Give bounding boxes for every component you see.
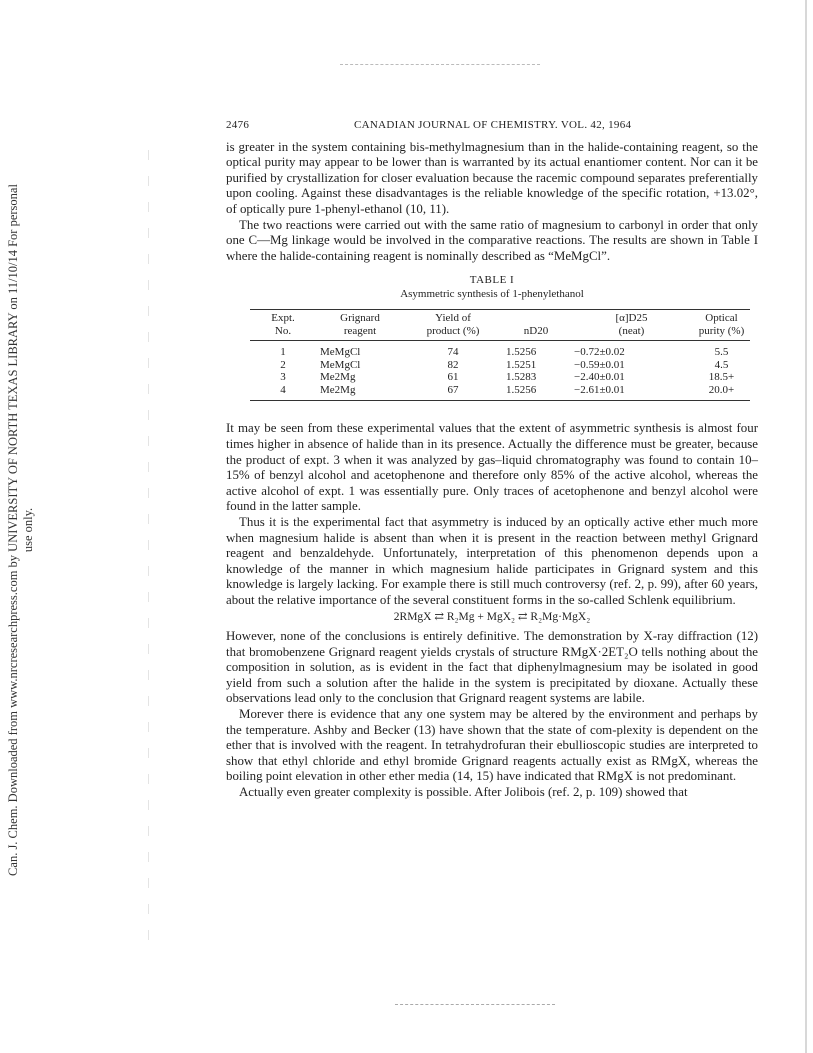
table-cell: −2.61±0.01 <box>570 384 693 401</box>
paragraph: is greater in the system containing bis-methylmagnesium than in the halide-containing reagent, so the optical purity may appear to be lower than is warranted by its actual enantiomer content. Nor can it be purified by crystallization for closer evaluation because the racemic compound separates preferentially upon cooling. Against these disadvantages is the reliable knowledge of the specific rotation, +13.02°, of optically pure 1-phenyl-ethanol (10, 11). <box>226 139 758 216</box>
table-subtitle: Asymmetric synthesis of 1-phenylethanol <box>400 288 584 301</box>
table-cell: −0.59±0.01 <box>574 358 625 371</box>
paragraph: Thus it is the experimental fact that asymmetry is induced by an optically active ether much more when magnesium halide is absent than when it is present in the reaction between methyl Grignard reagent and benzaldehyde. Unfortunately, interpretation of this phenomenon depends upon a knowledge of the manner in which magnesium halide participates in Grignard system and this knowledge is largely lacking. For example there is still much controversy (ref. 2, p. 99), after 60 years, about the relative importance of the several constituent forms in the so-called Schlenk equilibrium. <box>226 514 758 607</box>
results-table <box>250 309 750 401</box>
paragraph: It may be seen from these experimental values that the extent of asymmetric synthesis is almost four times higher in absence of halide than in its presence. Actually the difference must be greater, because the product of expt. 3 when it was analyzed by gas–liquid chromatography was found to contain 10–15% of benzyl alcohol and acetophenone and therefore only 85% of the active alcohol, whereas the active alcohol of expt. 1 was essentially pure. Only traces of acetophenone and benzyl alcohol were found in the latter sample. <box>226 421 758 514</box>
table-cell: 3 <box>280 371 286 384</box>
paragraph: Morever there is evidence that any one system may be altered by the environment and perhaps by the temperature. Ashby and Becker (13) have shown that the state of com-plexity is dependent on the ether that is involved with the reagent. In tetrahydrofuran their ebullioscopic studies are interpreted to show that ethyl chloride and ethyl bromide Grignard reagents actually exist as RMgX, whereas the boiling point elevation in other ether media (14, 15) have indicated that RMgX is not predominant. <box>226 707 758 784</box>
table-row <box>250 384 750 401</box>
table-cell: 1.5256 <box>506 346 537 359</box>
header-optical-purity: Optical purity (%) <box>693 310 750 341</box>
table-row <box>250 371 750 384</box>
table-cell: Me2Mg <box>320 371 356 384</box>
table-cell: 2 <box>280 358 286 371</box>
paragraph: The two reactions were carried out with the same ratio of magnesium to carbonyl in order that only one C—Mg linkage would be involved in the comparative reactions. The results are shown in Table I where the halide-containing reagent is nominally described as “MeMgCl”. <box>226 217 758 263</box>
running-header <box>226 118 758 134</box>
table-cell: 61 <box>447 371 459 384</box>
table-cell: 4.5 <box>714 358 729 371</box>
header-refractive-index: nD20 <box>502 310 570 341</box>
table-cell: 5.5 <box>714 346 729 359</box>
schlenk-equation: 2RMgX ⇄ R₂Mg + MgX₂ ⇄ R₂Mg·MgX₂ <box>393 611 591 624</box>
table-cell: −0.72±0.02 <box>574 346 625 359</box>
table-cell: 74 <box>447 346 459 359</box>
table-cell: MeMgCl <box>320 346 361 359</box>
table-row <box>250 341 750 359</box>
table-cell: 1.5283 <box>506 371 537 384</box>
table-cell: 1.5251 <box>506 358 537 371</box>
table-cell: 67 <box>404 384 502 401</box>
scan-marks-top <box>340 64 540 65</box>
table-cell: 20.0+ <box>693 384 750 401</box>
table-cell: MeMgCl <box>320 358 361 371</box>
table-cell: 1.5256 <box>502 384 570 401</box>
paragraphs-final <box>226 629 758 801</box>
scan-edge <box>805 0 807 1053</box>
header-expt: Expt. No. <box>250 310 316 341</box>
table-cell: Me2Mg <box>316 384 404 401</box>
paragraph: Actually even greater complexity is possible. After Jolibois (ref. 2, p. 109) showed that <box>239 785 688 799</box>
download-watermark <box>2 180 35 880</box>
scan-marks-bottom <box>395 1004 555 1005</box>
header-grignard: Grignard reagent <box>316 310 404 341</box>
table-cell: −2.40±0.01 <box>574 371 625 384</box>
table-cell: 1 <box>280 346 286 359</box>
paragraph: However, none of the conclusions is entirely definitive. The demonstration by X-ray diffraction (12) that bromobenzene Grignard reagent yields crystals of structure RMgX·2ET₂O tells nothing about the composition in solution, as is evident in the fact that diphenylmagnesium may be isolated in good yield from such a solution after the halide in the system is precipitated by dioxane. Actually these observations lead only to the conclusion that Grignard reagent systems are labile. <box>226 629 758 706</box>
paragraphs-after-table <box>226 421 758 608</box>
page-content <box>226 118 758 801</box>
paragraphs-before-table <box>226 140 758 265</box>
table-cell: 18.5+ <box>708 371 735 384</box>
table-cell: 4 <box>250 384 316 401</box>
table-cell: 82 <box>447 358 459 371</box>
header-yield: Yield of product (%) <box>404 310 502 341</box>
download-watermark-text: Can. J. Chem. Downloaded from www.nrcresearchpress.com by UNIVERSITY OF NORTH TEXAS LIBRARY on 11/10/14 For personal use only. <box>6 184 35 876</box>
table-caption: TABLE I <box>469 274 515 287</box>
journal-title: CANADIAN JOURNAL OF CHEMISTRY. VOL. 42, 1964 <box>354 119 632 131</box>
table-header-row <box>250 310 750 341</box>
margin-line <box>148 150 149 950</box>
table-row <box>250 359 750 372</box>
page-number: 2476 <box>226 119 250 131</box>
header-rotation: [α]D25 (neat) <box>570 310 693 341</box>
